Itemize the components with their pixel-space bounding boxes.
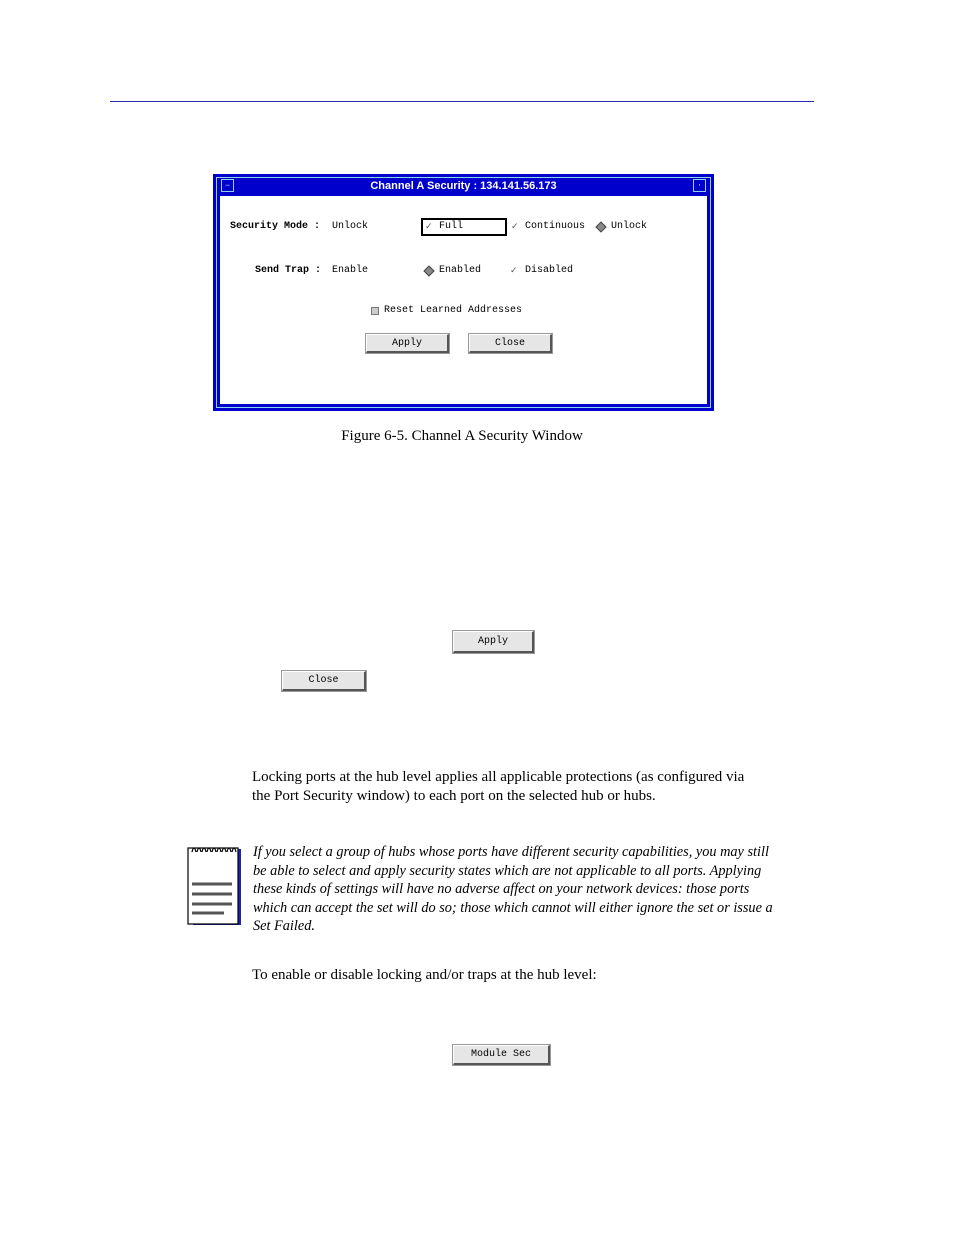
notepad-icon [186, 843, 244, 927]
send-trap-current: Enable [332, 265, 369, 276]
option-unlock[interactable]: Unlock [611, 221, 648, 232]
radio-continuous-icon[interactable]: ✓ [511, 222, 519, 232]
reset-learned-checkbox[interactable] [371, 307, 379, 315]
note-text: If you select a group of hubs whose ports have different security capabilities, you may still be able to select and apply security states which are not applicable to all ports. Applying these kinds of settings will have no adverse affect on your network devices: those ports which can accept the set will do so; those which cannot will either ignore the set or issue a Set Failed. [253, 844, 773, 935]
option-continuous[interactable]: Continuous [525, 221, 586, 232]
radio-enabled-icon[interactable] [423, 265, 434, 276]
reset-learned-label[interactable]: Reset Learned Addresses [384, 305, 523, 316]
channel-security-window [213, 174, 714, 411]
module-sec-button-illustration[interactable]: Module Sec [453, 1045, 550, 1065]
security-mode-current: Unlock [332, 221, 369, 232]
enable-instructions: To enable or disable locking and/or traps at the hub level: [252, 967, 597, 983]
close-button-illustration[interactable]: Close [282, 671, 366, 691]
radio-disabled-icon[interactable]: ✓ [510, 266, 518, 276]
locking-paragraph: Locking ports at the hub level applies all applicable protections (as configured via the Port Security window) to each port on the selected hub or hubs. [252, 769, 745, 804]
security-mode-label: Security Mode : [230, 221, 321, 232]
close-button[interactable]: Close [469, 334, 552, 353]
figure-caption: Figure 6-5. Channel A Security Window [341, 428, 583, 444]
apply-button[interactable]: Apply [366, 334, 449, 353]
header-rule [110, 101, 814, 102]
radio-unlock-icon[interactable] [595, 221, 606, 232]
window-menu-icon[interactable]: − [221, 179, 234, 192]
dialog-client-area [220, 196, 707, 404]
window-minimize-icon[interactable]: · [693, 179, 706, 192]
chevron-down-icon: ✓ [425, 222, 433, 232]
security-mode-selected-full[interactable]: ✓ Full [421, 218, 507, 236]
option-enabled[interactable]: Enabled [439, 265, 482, 276]
apply-button-illustration[interactable]: Apply [453, 631, 534, 653]
option-disabled[interactable]: Disabled [525, 265, 574, 276]
send-trap-label: Send Trap : [255, 265, 322, 276]
window-title: Channel A Security : 134.141.56.173 [219, 178, 708, 195]
